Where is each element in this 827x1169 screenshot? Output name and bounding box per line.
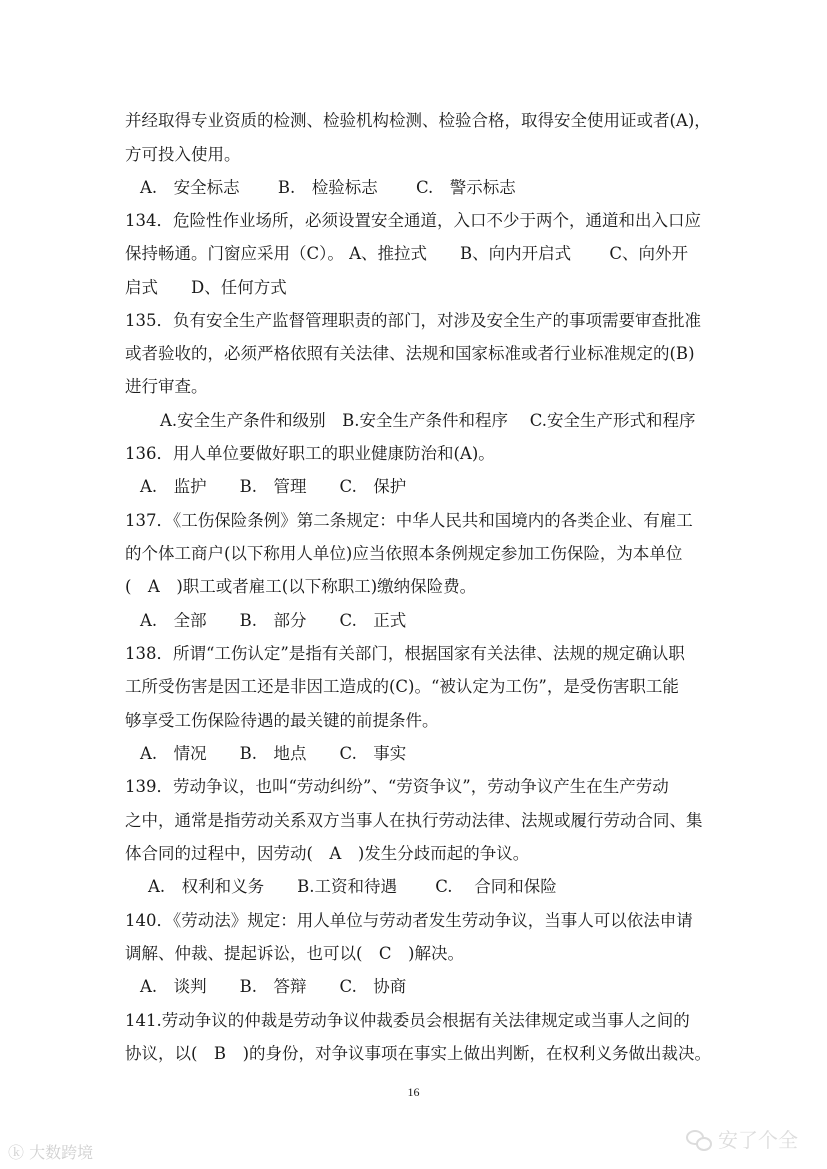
question-134: 134．危险性作业场所，必须设置安全通道，入口不少于两个，通道和出入口应 xyxy=(125,211,701,230)
text-line: 的个体工商户(以下称用人单位)应当依照本条例规定参加工伤保险，为本单位 xyxy=(125,544,683,563)
question-140: 140．《劳动法》规定：用人单位与劳动者发生劳动争议，当事人可以依法申请 xyxy=(125,911,693,930)
text-line: 之中，通常是指劳动关系双方当事人在执行劳动法律、法规或履行劳动合同、集 xyxy=(125,811,703,830)
text-line: 进行审查。 xyxy=(125,377,208,396)
answer-options: A.安全生产条件和级别 B.安全生产条件和程序 C.安全生产形式和程序 xyxy=(160,411,696,430)
question-136: 136．用人单位要做好职工的职业健康防治和(A)。 xyxy=(125,444,495,463)
text-line: 够享受工伤保险待遇的最关键的前提条件。 xyxy=(125,711,439,730)
text-line: 或者验收的，必须严格依照有关法律、法规和国家标准或者行业标准规定的(B) xyxy=(125,344,695,363)
watermark-left: ⓚ 大数跨境 xyxy=(8,1143,94,1162)
text-line: 保持畅通。门窗应采用（C）。 A、推拉式 B、向内开启式 C、向外开 xyxy=(125,244,689,263)
text-line: 调解、仲裁、提起诉讼，也可以( C )解决。 xyxy=(125,944,464,963)
question-138: 138．所谓“工伤认定”是指有关部门，根据国家有关法律、法规的规定确认职 xyxy=(125,644,685,663)
answer-options: A. 谈判 B. 答辩 C. 协商 xyxy=(140,977,407,996)
answer-options: A. 权利和义务 B.工资和待遇 C. 合同和保险 xyxy=(148,877,557,896)
page-number: 16 xyxy=(407,1085,420,1099)
text-line: 方可投入使用。 xyxy=(125,145,241,164)
text-line: 工所受伤害是因工还是非因工造成的(C)。“被认定为工伤”，是受伤害职工能 xyxy=(125,677,679,696)
text-line: ( A )职工或者雇工(以下称职工)缴纳保险费。 xyxy=(125,577,477,596)
question-137: 137．《工伤保险条例》第二条规定：中华人民共和国境内的各类企业、有雇工 xyxy=(125,511,693,530)
text-line: 协议，以( B )的身份，对争议事项在事实上做出判断，在权利义务做出裁决。 xyxy=(125,1044,711,1063)
question-139: 139．劳动争议，也叫“劳动纠纷”、“劳资争议”，劳动争议产生在生产劳动 xyxy=(125,777,669,796)
watermark-right xyxy=(686,1124,798,1153)
answer-options: A. 监护 B. 管理 C. 保护 xyxy=(140,477,407,496)
answer-options: A. 安全标志 B. 检验标志 C. 警示标志 xyxy=(140,178,516,197)
text-line: 体合同的过程中，因劳动( A )发生分歧而起的争议。 xyxy=(125,844,530,863)
wechat-icon xyxy=(686,1128,712,1150)
text-line: 启式 D、任何方式 xyxy=(125,278,287,297)
answer-options: A. 全部 B. 部分 C. 正式 xyxy=(140,611,407,630)
question-141: 141.劳动争议的仲裁是劳动争议仲裁委员会根据有关法律规定或当事人之间的 xyxy=(125,1011,690,1030)
answer-options: A. 情况 B. 地点 C. 事实 xyxy=(140,744,407,763)
question-135: 135．负有安全生产监督管理职责的部门，对涉及安全生产的事项需要审查批准 xyxy=(125,311,701,330)
text-line: 并经取得专业资质的检测、检验机构检测、检验合格，取得安全使用证或者(A)， xyxy=(125,111,711,130)
watermark-right-label: 安了个全 xyxy=(718,1128,798,1152)
